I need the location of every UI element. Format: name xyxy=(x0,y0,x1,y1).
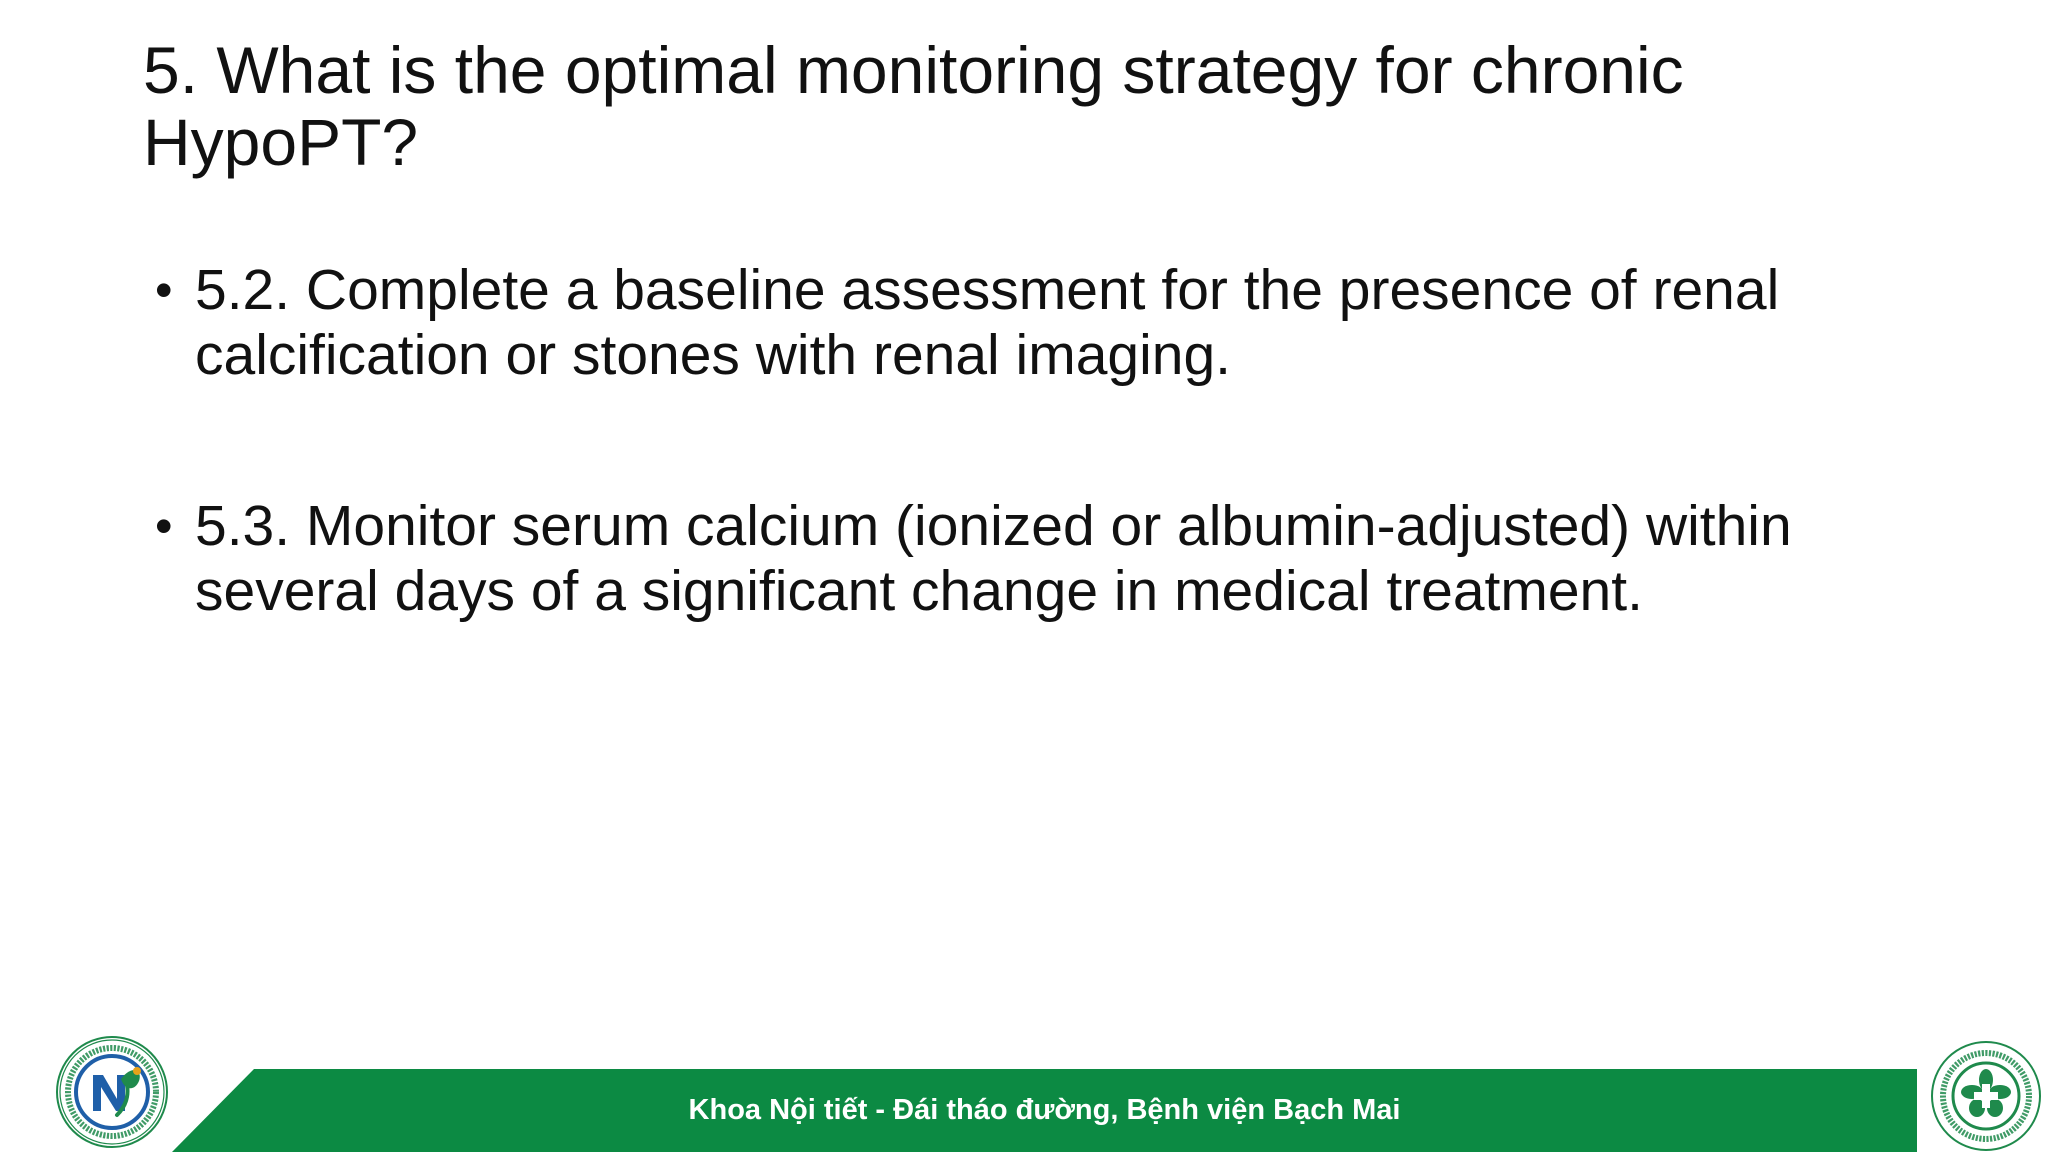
slide-title: 5. What is the optimal monitoring strategy for chronic HypoPT? xyxy=(143,33,1684,179)
bullet-text: 5.2. Complete a baseline assessment for the presence of renal calcification or stones with renal imaging. xyxy=(195,258,1780,387)
bach-mai-hospital-logo-icon xyxy=(1930,1040,2042,1152)
bullet-list xyxy=(155,258,1955,624)
bullet-text: 5.3. Monitor serum calcium (ionized or albumin-adjusted) within several days of a significant change in medical treatment. xyxy=(195,494,1792,623)
bullet-item xyxy=(155,494,1955,624)
footer-text: Khoa Nội tiết - Đái tháo đường, Bệnh viện Bạch Mai xyxy=(688,1094,1401,1126)
bullet-marker: • xyxy=(155,498,173,554)
bullet-marker: • xyxy=(155,262,173,318)
department-endocrinology-logo-icon xyxy=(55,1035,169,1149)
bullet-item xyxy=(155,258,1955,388)
